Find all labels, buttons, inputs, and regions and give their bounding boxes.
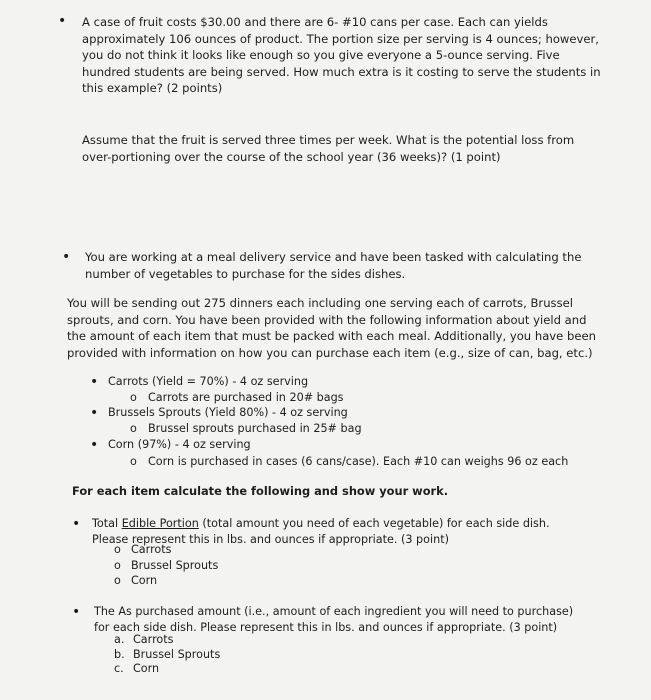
list-marker-b: b.	[114, 648, 125, 661]
bullet: •	[58, 13, 67, 29]
task1-brussel: Brussel Sprouts	[131, 559, 219, 572]
task-edible-rest: (total amount you need of each vegetable) for each side dish. Please represent this in lbs. and ounces if appropriate. (3 point)	[92, 517, 550, 546]
task2-brussel: Brussel Sprouts	[133, 648, 221, 661]
bullet: •	[90, 374, 99, 390]
bullet: •	[62, 249, 71, 265]
item-corn-purchase: Corn is purchased in cases (6 cans/case). Each #10 can weighs 96 oz each	[148, 455, 569, 468]
sub-bullet: o	[130, 422, 137, 435]
item-carrots-purchase: Carrots are purchased in 20# bags	[148, 391, 344, 404]
task2-corn: Corn	[133, 662, 160, 675]
sub-bullet: o	[130, 455, 137, 468]
edible-portion-term: Edible Portion	[121, 517, 199, 530]
question-over-portion-loss: Assume that the fruit is served three times per week. What is the potential loss from over-portioning over the course of the school year (36 weeks)? (1 point)	[82, 133, 575, 164]
item-brussels: Brussels Sprouts (Yield 80%) - 4 oz serving	[108, 406, 348, 419]
list-marker-a: a.	[114, 633, 125, 646]
bullet: •	[72, 604, 81, 620]
scenario-paragraph: You will be sending out 275 dinners each including one serving each of carrots, Brussel sprouts, and corn. You have been provided with the following information about yield and the amount of each item that must be packed with each meal. Additionally, you have been provided with information on how you can purchase each item (e.g., size of can, bag, etc.)	[67, 296, 596, 360]
task1-carrots: Carrots	[131, 543, 172, 556]
question-meal-delivery: You are working at a meal delivery service and have been tasked with calculating the number of vegetables to purchase for the sides dishes.	[85, 250, 582, 281]
list-marker-c: c.	[114, 662, 124, 675]
sub-bullet: o	[114, 543, 121, 556]
sub-bullet: o	[130, 391, 137, 404]
task-edible-prefix: Total	[92, 517, 122, 530]
item-brussels-purchase: Brussel sprouts purchased in 25# bag	[148, 422, 362, 435]
bullet: •	[90, 405, 99, 421]
task1-corn: Corn	[131, 574, 158, 587]
bullet: •	[72, 516, 81, 532]
sub-bullet: o	[114, 559, 121, 572]
sub-bullet: o	[114, 574, 121, 587]
bullet: •	[90, 437, 99, 453]
item-carrots: Carrots (Yield = 70%) - 4 oz serving	[108, 375, 309, 388]
task-as-purchased: The As purchased amount (i.e., amount of each ingredient you will need to purchase) for each side dish. Please represent this in lbs. and ounces if appropriate. (3 point)	[94, 605, 574, 634]
item-corn: Corn (97%) - 4 oz serving	[108, 438, 251, 451]
task2-carrots: Carrots	[133, 633, 174, 646]
question-fruit-cost: A case of fruit costs $30.00 and there are 6- #10 cans per case. Each can yields approximately 106 ounces of product. The portion size per serving is 4 ounces; however, you do not think it looks like enough so you give everyone a 5-ounce serving. Five hundred students are being served. How much extra is it costing to serve the students in this example? (2 points)	[82, 15, 601, 95]
instructions-heading: For each item calculate the following and show your work.	[72, 484, 449, 498]
